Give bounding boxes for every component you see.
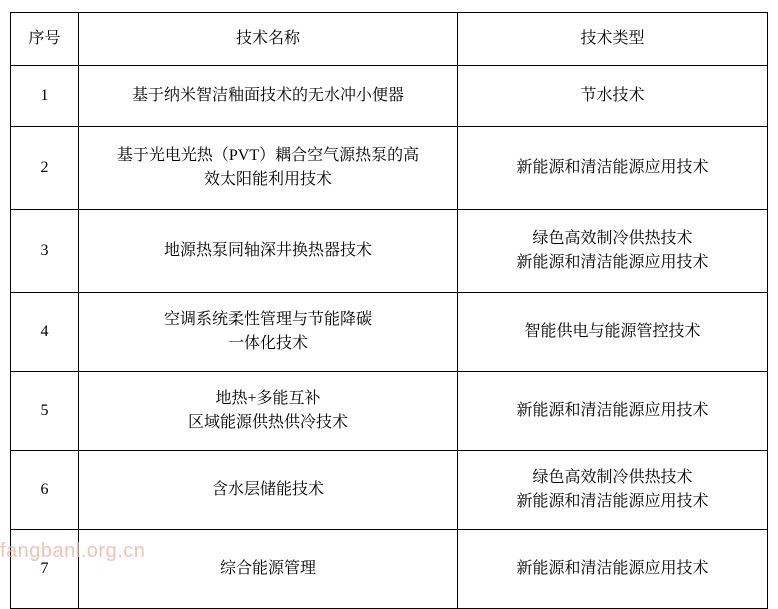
table-row [11,127,768,210]
row-technology-name [79,293,458,372]
row-technology-name [79,127,458,210]
row-index: 6 [11,451,79,530]
text-line: 综合能源管理 [219,560,316,577]
row-technology-type [458,451,768,530]
table-row [11,210,768,293]
text-line: 空调系统柔性管理与节能降碳 [163,311,372,328]
row-technology-type [458,210,768,293]
row-index: 5 [11,372,79,451]
column-header-index: 序号 [11,13,79,66]
table-row [11,293,768,372]
text-line: 含水层储能技术 [211,481,324,498]
text-line: 基于光电光热（PVT）耦合空气源热泵的高 [116,147,420,164]
row-index: 7 [11,530,79,609]
table-row [11,451,768,530]
text-line: 智能供电与能源管控技术 [524,323,701,340]
text-line: 基于纳米智洁釉面技术的无水冲小便器 [131,87,404,104]
text-line: 绿色高效制冷供热技术 [532,469,693,486]
table-header-row [11,13,768,66]
text-line: 节水技术 [580,87,645,104]
text-line: 新能源和清洁能源应用技术 [516,493,709,510]
column-header-type: 技术类型 [458,13,768,66]
row-technology-name [79,66,458,127]
row-index: 4 [11,293,79,372]
table-body [11,66,768,609]
text-line: 新能源和清洁能源应用技术 [516,159,709,176]
row-technology-name [79,372,458,451]
watermark-text: fangbanl.org.cn [0,540,146,562]
text-line: 效太阳能利用技术 [203,171,332,188]
row-index: 3 [11,210,79,293]
technology-catalog-table [10,12,768,609]
table-row [11,66,768,127]
table-row [11,372,768,451]
row-technology-type [458,127,768,210]
text-line: 地热+多能互补 [215,390,321,407]
row-index: 1 [11,66,79,127]
row-technology-type [458,66,768,127]
column-header-name: 技术名称 [79,13,458,66]
text-line: 地源热泵同轴深井换热器技术 [163,242,372,259]
row-technology-type [458,293,768,372]
text-line: 绿色高效制冷供热技术 [532,230,693,247]
row-technology-type [458,530,768,609]
text-line: 新能源和清洁能源应用技术 [516,254,709,271]
row-technology-type [458,372,768,451]
text-line: 新能源和清洁能源应用技术 [516,560,709,577]
table-header [11,13,768,66]
row-technology-name [79,530,458,609]
row-index: 2 [11,127,79,210]
text-line: 一体化技术 [227,335,308,352]
text-line: 区域能源供热供冷技术 [187,414,348,431]
text-line: 新能源和清洁能源应用技术 [516,402,709,419]
table-row [11,530,768,609]
row-technology-name [79,210,458,293]
row-technology-name [79,451,458,530]
